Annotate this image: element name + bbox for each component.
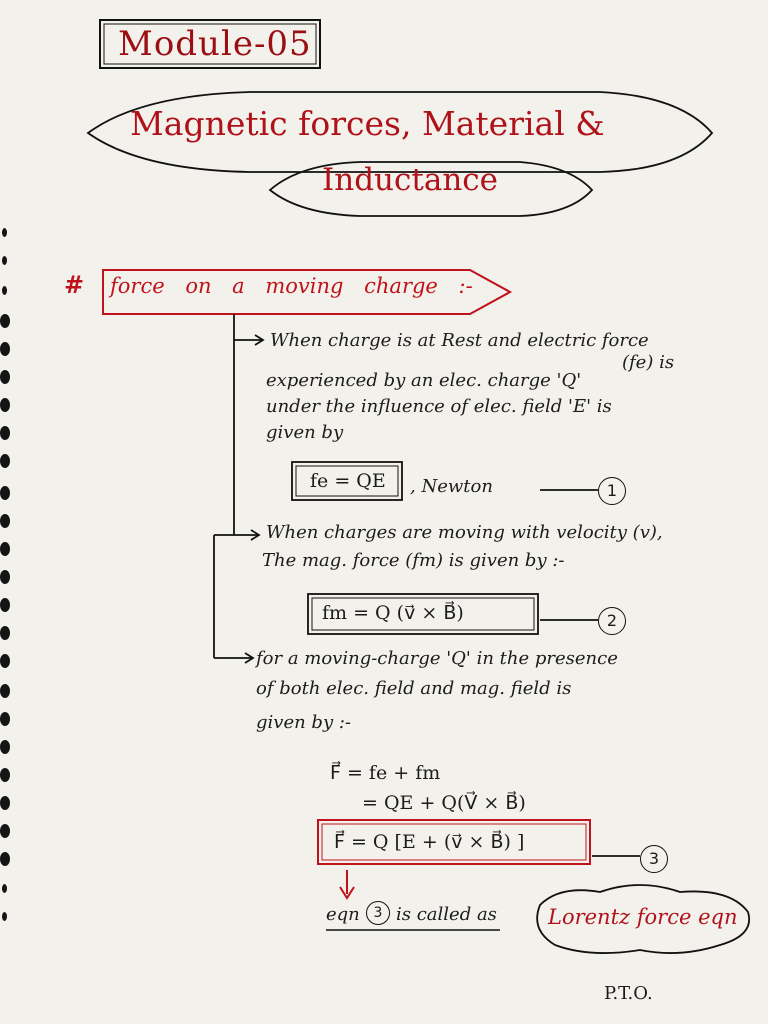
point3-line1: for a moving-charge 'Q' in the presence: [256, 648, 618, 669]
equation-3b: = QE + Q(V⃗ × B⃗): [362, 792, 526, 814]
equation-3: F⃗ = Q [E + (v⃗ × B⃗) ]: [334, 831, 525, 853]
heading-line-2: Inductance: [322, 162, 498, 198]
point3-line3: given by :-: [256, 712, 351, 733]
heading-line-1: Magnetic forces, Material &: [130, 104, 605, 143]
module-title: Module-05: [118, 24, 312, 64]
point3-line2: of both elec. field and mag. field is: [256, 678, 572, 699]
equation-number-2: 2: [598, 607, 626, 635]
point2-line2: The mag. force (fm) is given by :-: [262, 550, 565, 571]
hash-marker: #: [64, 270, 85, 299]
pto-label: P.T.O.: [604, 983, 653, 1004]
equation-3a: F⃗ = fe + fm: [330, 762, 441, 784]
equation-1-unit: , Newton: [410, 476, 493, 497]
equation-number-3: 3: [640, 845, 668, 873]
equation-1: fe = QE: [310, 470, 386, 492]
point1-line1: When charge is at Rest and electric force: [270, 330, 649, 351]
point2-line1: When charges are moving with velocity (v),: [266, 522, 663, 543]
point1-line2: experienced by an elec. charge 'Q': [266, 370, 582, 391]
conclusion-eq-ref: 3: [366, 901, 390, 925]
point1-line3: under the influence of elec. field 'E' is: [266, 396, 612, 417]
topic-title: force on a moving charge :-: [110, 274, 473, 298]
lorentz-force-label: Lorentz force eqn: [548, 905, 738, 929]
equation-2: fm = Q (v⃗ × B⃗): [322, 602, 464, 624]
conclusion-text: is called as: [396, 904, 497, 925]
equation-number-1: 1: [598, 477, 626, 505]
point1-fe-label: (fe) is: [622, 352, 675, 373]
point1-line4: given by: [266, 422, 344, 443]
conclusion-prefix: eqn: [326, 904, 360, 925]
